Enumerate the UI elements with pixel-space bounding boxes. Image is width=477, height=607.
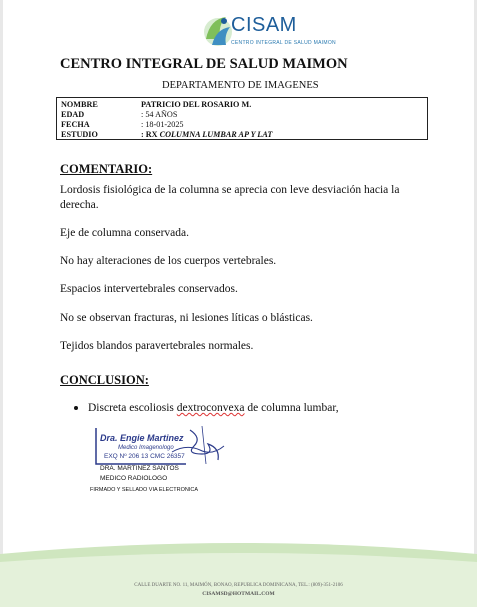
age-label: EDAD [61, 110, 85, 119]
conclusion-heading: CONCLUSION: [60, 373, 149, 387]
stamp-name: Dra. Engie Martinez [100, 433, 184, 443]
department-label: DEPARTAMENTO DE IMAGENES [162, 80, 319, 91]
patient-info-box [56, 97, 428, 140]
date-value: : 18-01-2025 [141, 120, 184, 129]
footer-email: CISAMSD@HOTMAIL.COM [202, 591, 275, 597]
logo-subtitle: CENTRO INTEGRAL DE SALUD MAIMON [231, 40, 336, 46]
comment-paragraph: Espacios intervertebrales conservados. [60, 283, 238, 295]
conclusion-text-end: de columna lumbar, [244, 402, 339, 414]
conclusion-item [88, 402, 339, 414]
doctor-name: DRA. MARTINEZ SANTOS [100, 465, 179, 472]
comment-paragraph: Tejidos blandos paravertebrales normales. [60, 340, 254, 352]
signature-note: FIRMADO Y SELLADO VIA ELECTRONICA [90, 487, 198, 493]
study-value [141, 130, 272, 139]
date-label: FECHA [61, 120, 90, 129]
footer-address: CALLE DUARTE NO. 11, MAIMÓN, BONAO, REPUBLICA DOMINICANA, TEL.: (809)-351-2106 [134, 583, 343, 588]
conclusion-text-start: Discreta escoliosis [88, 402, 177, 414]
comment-paragraph: No hay alteraciones de los cuerpos vertebrales. [60, 255, 277, 267]
logo-text: CISAM [231, 14, 297, 36]
spellcheck-flagged-word: dextroconvexa [176, 402, 245, 414]
comment-paragraph: No se observan fracturas, ni lesiones líticas o blásticas. [60, 312, 313, 324]
stamp-role: Medico Imagenologo [118, 445, 174, 451]
comment-paragraph: Eje de columna conservada. [60, 227, 189, 239]
bullet-icon [74, 406, 78, 410]
study-label: ESTUDIO [61, 130, 98, 139]
name-value: PATRICIO DEL ROSARIO M. [141, 100, 252, 109]
page-title: CENTRO INTEGRAL DE SALUD MAIMON [60, 56, 348, 72]
study-name: COLUMNA LUMBAR AP Y LAT [159, 130, 273, 139]
age-value: : 54 AÑOS [141, 110, 178, 119]
comment-paragraph: Lordosis fisiológica de la columna se aprecia con leve desviación hacia la derecha. [60, 184, 400, 211]
page-edge-left [0, 0, 3, 607]
comment-heading: COMENTARIO: [60, 162, 153, 176]
stamp-id: EXQ Nº 206 13 CMC 26357 [104, 453, 185, 460]
name-label: NOMBRE [61, 100, 98, 109]
study-prefix: : RX [141, 130, 160, 139]
doctor-role: MEDICO RADIOLOGO [100, 475, 168, 482]
